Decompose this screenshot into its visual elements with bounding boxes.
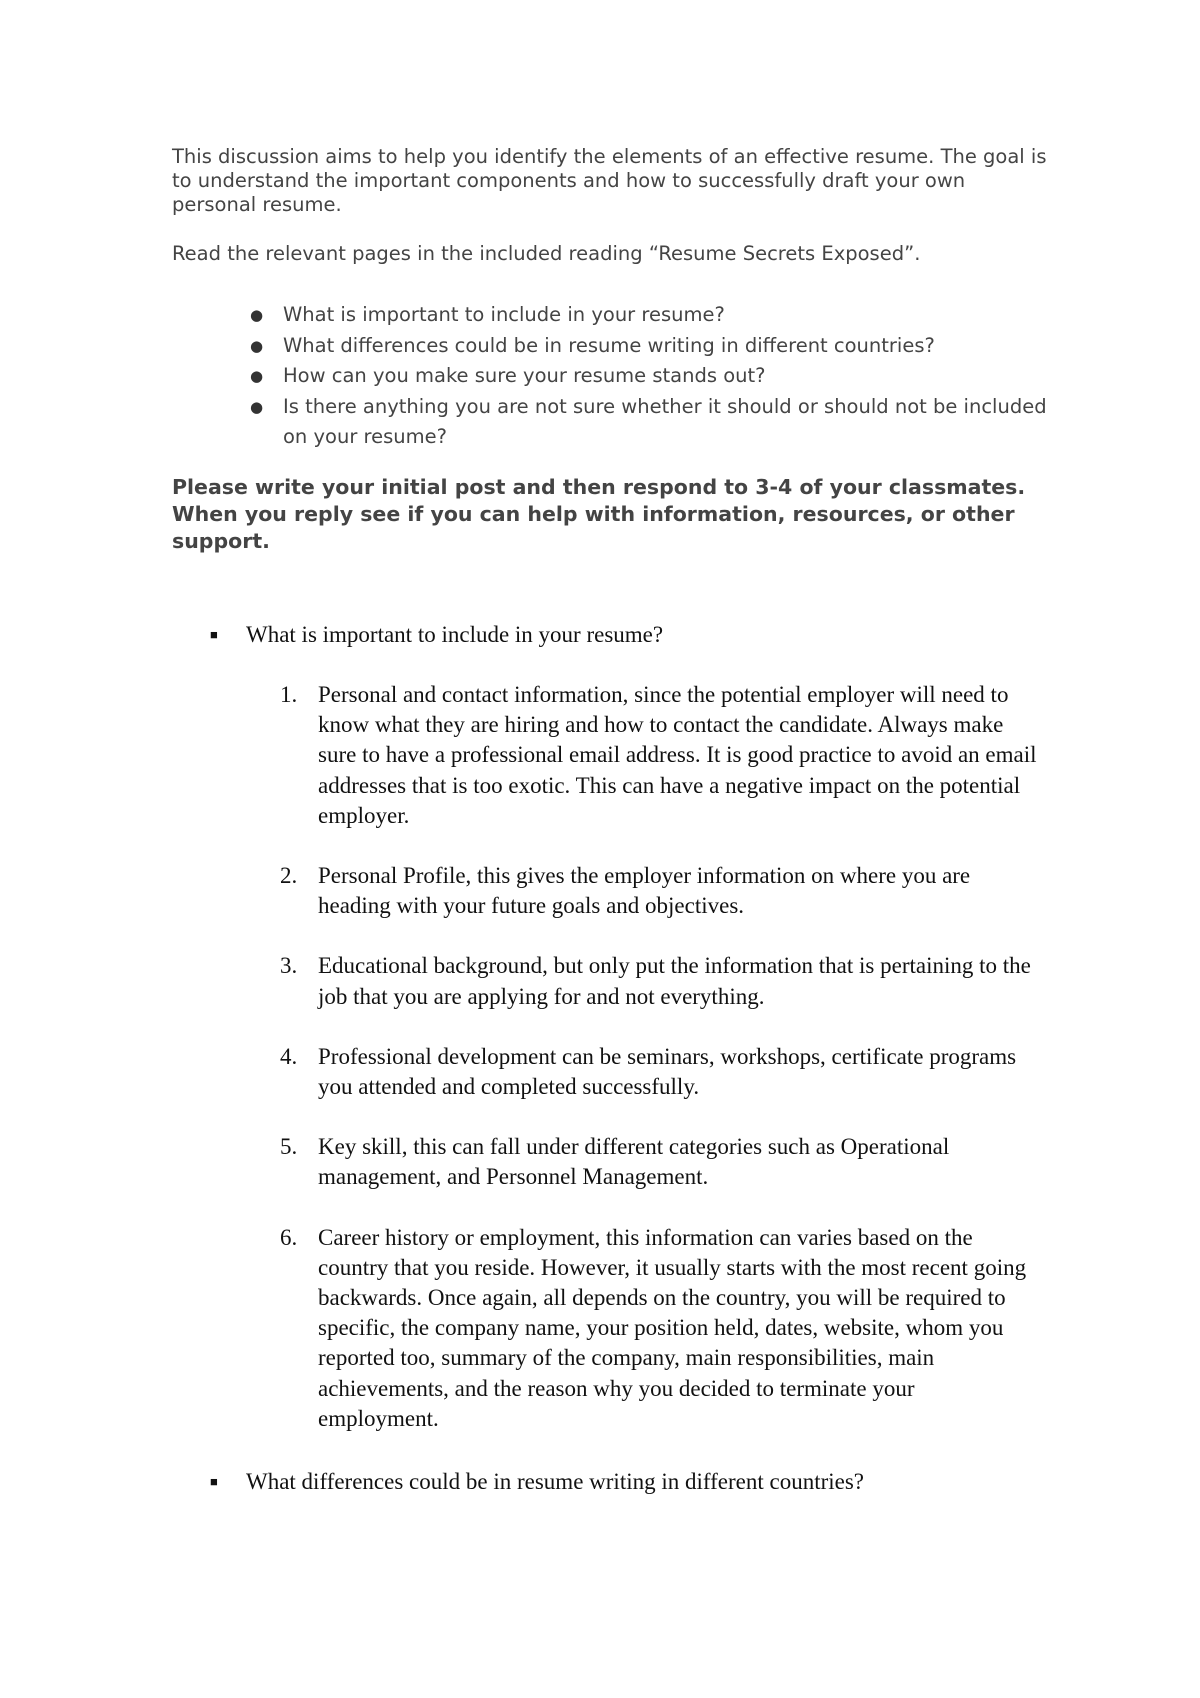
- square-bullet-icon: ■: [210, 1474, 218, 1489]
- answer-item: [280, 861, 1040, 921]
- answer-item-number: 4.: [280, 1043, 298, 1069]
- question-text: Is there anything you are not sure whether it should or should not be included on your resume?: [283, 394, 1047, 448]
- discussion-questions: [172, 300, 1052, 453]
- answer-item: [280, 680, 1040, 831]
- answer-item-number: 2.: [280, 863, 298, 889]
- answer-section-heading-text: What is important to include in your resume?: [246, 622, 664, 647]
- answer-item-number: 1.: [280, 682, 298, 707]
- posting-prompt: Please write your initial post and then respond to 3-4 of your classmates. When you reply see if you can help with information, resources, or other support.: [172, 475, 1026, 553]
- answer-item-number: 5.: [280, 1134, 298, 1160]
- question-text: What differences could be in resume writing in different countries?: [283, 333, 935, 357]
- intro-paragraph: This discussion aims to help you identify the elements of an effective resume. The goal is to understand the important components and how to successfully draft your own personal resume.: [172, 145, 1047, 216]
- answer-item-text: Personal and contact information, since the potential employer will need to know what they are hiring and how to contact the candidate. Always make sure to have a professional email address. It is good practice to avoid an email addresses that is too exotic. This can have a negative impact on the potential employer.: [318, 682, 1037, 828]
- question-item: [172, 300, 1052, 331]
- bullet-icon: ●: [250, 306, 264, 324]
- answer-section-heading-text: What differences could be in resume writing in different countries?: [246, 1469, 865, 1494]
- answer-item-text: Key skill, this can fall under different categories such as Operational management, and Personnel Management.: [318, 1134, 950, 1190]
- question-item: [172, 392, 1052, 453]
- question-item: [172, 331, 1052, 362]
- bullet-icon: ●: [250, 336, 264, 355]
- answer-item-number: 3.: [280, 953, 298, 979]
- bullet-icon: ●: [250, 367, 264, 385]
- answer-item-number: 6.: [280, 1224, 298, 1250]
- answer-list: [280, 680, 1040, 1464]
- answer-item-text: Professional development can be seminars, workshops, certificate programs you attended and completed successfully.: [318, 1043, 1017, 1100]
- question-text: What is important to include in your resume?: [283, 303, 725, 326]
- answer-item-text: Educational background, but only put the information that is pertaining to the job that you are applying for and not everything.: [318, 953, 1031, 1009]
- answer-item-text: Career history or employment, this information can varies based on the country that you reside. However, it usually starts with the most recent going backwards. Once again, all depends on the country, you will be required to specific, the company name, your position held, dates, website, whom you reported too, summary of the company, main responsibilities, main achievements, and the reason why you decided to terminate your employment.: [318, 1224, 1027, 1431]
- question-text: How can you make sure your resume stands out?: [283, 364, 766, 387]
- bullet-icon: ●: [250, 397, 264, 416]
- answer-item: [280, 1132, 1040, 1192]
- reading-instruction: Read the relevant pages in the included reading “Resume Secrets Exposed”.: [172, 242, 921, 265]
- square-bullet-icon: ■: [210, 627, 218, 642]
- answer-item-text: Personal Profile, this gives the employer information on where you are heading with your future goals and objectives.: [318, 863, 971, 919]
- answer-item: [280, 1042, 1040, 1102]
- question-item: [172, 361, 1052, 392]
- answer-item: [280, 1223, 1040, 1434]
- answer-item: [280, 951, 1040, 1011]
